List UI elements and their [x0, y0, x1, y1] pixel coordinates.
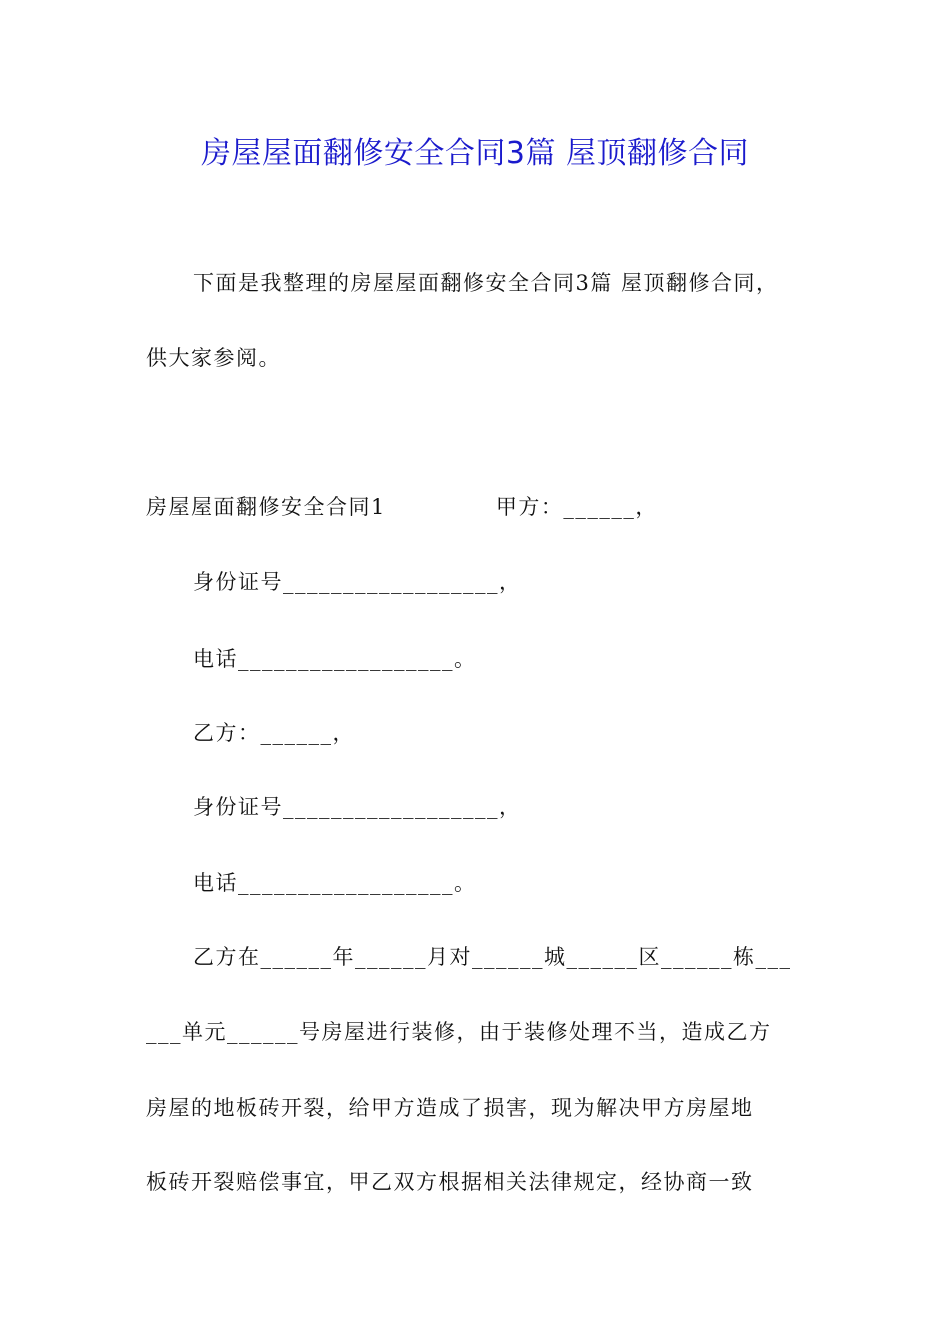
document-title: 房屋屋面翻修安全合同3篇 屋顶翻修合同	[200, 136, 750, 171]
party-b-phone-line: 电话__________________。	[193, 871, 477, 895]
contract-heading: 房屋屋面翻修安全合同1	[146, 495, 386, 519]
party-a-id-line: 身份证号__________________，	[193, 570, 522, 594]
intro-line-2: 供大家参阅。	[146, 346, 281, 370]
intro-line-1: 下面是我整理的房屋屋面翻修安全合同3篇 屋顶翻修合同，	[193, 271, 779, 295]
party-a-line: 甲方：______，	[495, 495, 658, 519]
contract-heading-line	[146, 492, 658, 522]
party-b-id-line: 身份证号__________________，	[193, 795, 522, 819]
body-line-1: 乙方在______年______月对______城______区______栋___	[193, 945, 792, 969]
party-b-line: 乙方：______，	[193, 721, 355, 745]
body-line-2: ___单元______号房屋进行装修，由于装修处理不当，造成乙方	[146, 1020, 772, 1044]
body-line-4: 板砖开裂赔偿事宜，甲乙双方根据相关法律规定，经协商一致	[146, 1170, 754, 1194]
party-a-phone-line: 电话__________________。	[193, 647, 477, 671]
body-line-3: 房屋的地板砖开裂，给甲方造成了损害，现为解决甲方房屋地	[146, 1096, 754, 1120]
